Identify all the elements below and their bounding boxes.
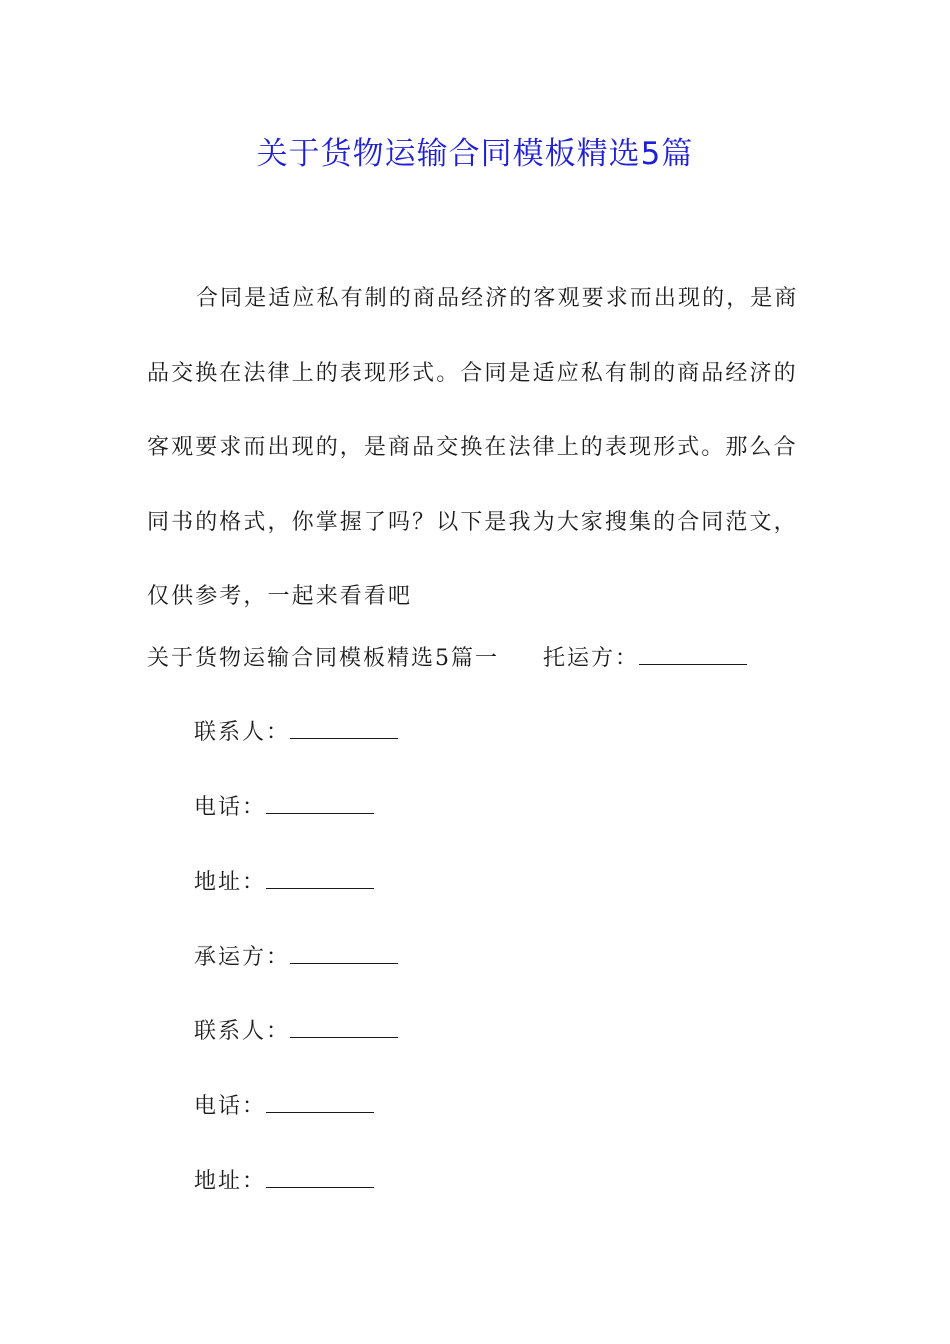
field-label: 电话： [194,795,267,820]
field-label: 联系人： [194,1019,291,1044]
field-label: 电话： [194,1094,267,1119]
field-blank [290,937,398,964]
field-blank [266,1086,374,1113]
section-heading-line [147,638,747,679]
field-label: 地址： [194,1169,267,1194]
field-blank [266,1161,374,1188]
field-carrier-phone [194,1086,374,1127]
field-consignor-address [194,862,374,903]
field-label: 地址： [194,870,267,895]
field-carrier-contact [194,1011,398,1052]
field-carrier [194,937,398,978]
field-blank [266,787,374,814]
field-consignor-contact [194,712,398,753]
section-heading: 关于货物运输合同模板精选5篇一 [147,646,499,671]
field-label: 联系人： [194,720,291,745]
field-blank [290,1011,398,1038]
consignor-label: 托运方： [543,646,640,671]
field-blank [290,712,398,739]
consignor-blank [639,638,747,665]
field-blank [266,862,374,889]
document-title: 关于货物运输合同模板精选5篇 [256,136,694,172]
field-consignor-phone [194,787,374,828]
intro-paragraph: 合同是适应私有制的商品经济的客观要求而出现的，是商品交换在法律上的表现形式。合同是适应私有制的商品经济的客观要求而出现的，是商品交换在法律上的表现形式。那么合同书的格式，你掌握了吗？以下是我为大家搜集的合同范文，仅供参考，一起来看看吧 [147,286,799,609]
field-carrier-address [194,1161,374,1202]
field-label: 承运方： [194,945,291,970]
